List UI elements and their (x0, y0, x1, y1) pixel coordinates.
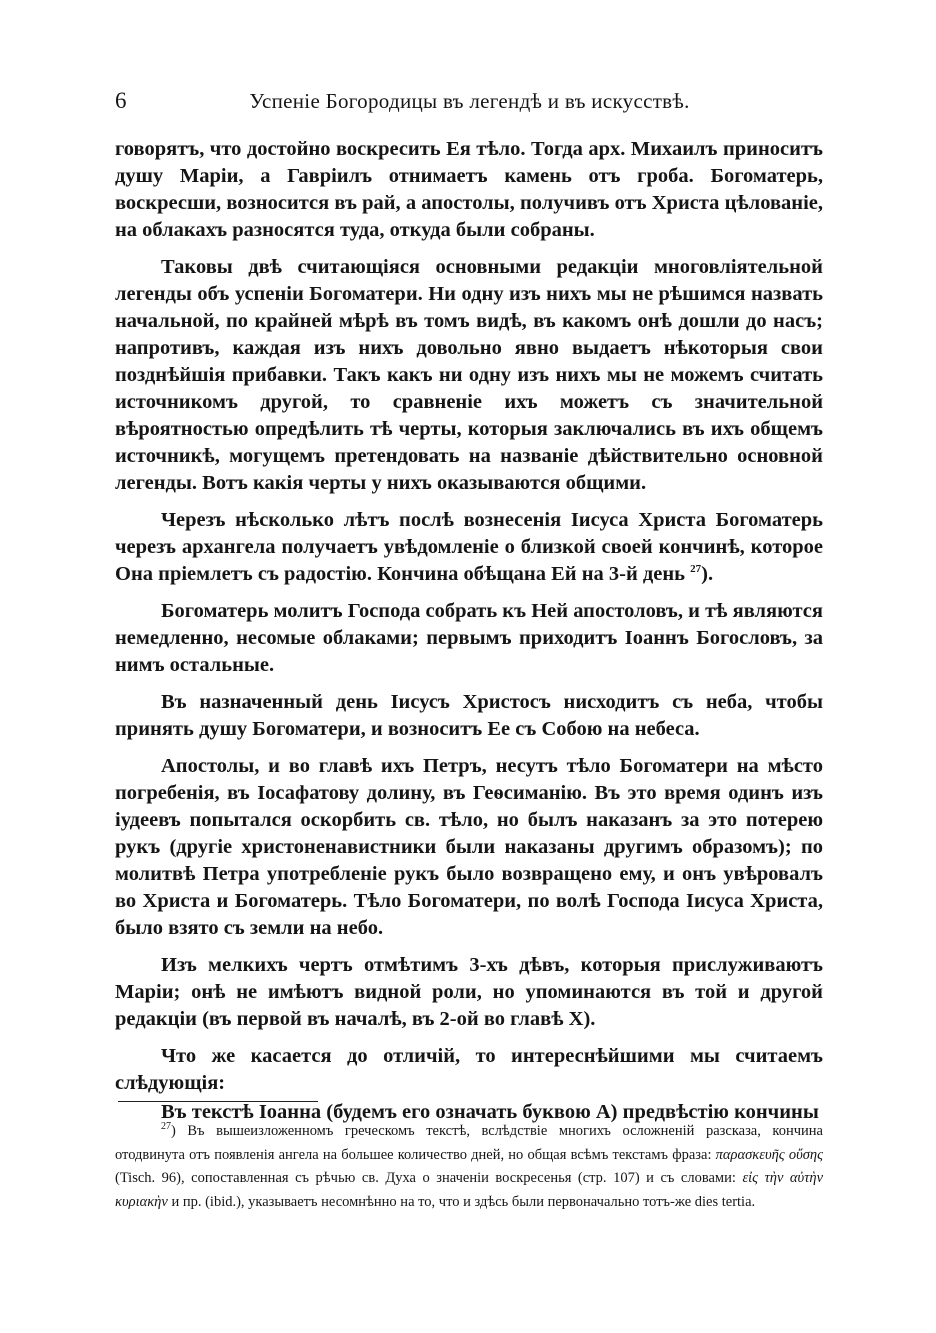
footnote-marker: 27 (161, 1121, 171, 1133)
footnote-reference-tail: ). (701, 563, 714, 585)
paragraph-text: Черезъ нѣсколько лѣтъ послѣ вознесенія Іисуса Христа Богоматерь черезъ архангела получаетъ увѣдомленіе о близкой своей кончинѣ, которое Она пріемлетъ съ радостію. Кончина обѣщана Ей на 3-й день (115, 509, 823, 585)
footnote-divider (118, 1101, 318, 1102)
footnote-reference: 27 (690, 563, 702, 576)
running-title: Успеніе Богородицы въ легендѣ и въ искусствѣ. (249, 89, 690, 113)
page-number: 6 (115, 88, 127, 113)
paragraph: Таковы двѣ считающіяся основными редакціи многовліятельной легенды объ успеніи Богоматери. Ни одну изъ нихъ мы не рѣшимся назвать начальной, по крайней мѣрѣ въ томъ видѣ, въ какомъ онѣ дошли до насъ; напротивъ, каждая изъ нихъ довольно явно выдаетъ нѣкоторыя свои позднѣйшія прибавки. Такъ какъ ни одну изъ нихъ мы не можемъ считать источникомъ другой, то сравненіе ихъ можетъ съ значительной вѣроятностью опредѣлить тѣ черты, которыя заключались въ ихъ общемъ источникѣ, могущемъ претендовать на названіе дѣйствительно основной легенды. Вотъ какія черты у нихъ оказываются общими. (115, 256, 823, 494)
paragraph: Въ назначенный день Іисусъ Христосъ нисходитъ съ неба, чтобы принять душу Богоматери, и возноситъ Ее съ Собою на небеса. (115, 691, 823, 740)
paragraph: Что же касается до отличій, то интереснѣйшими мы считаемъ слѣдующія: (115, 1045, 823, 1094)
footnote-text: (Tisch. 96), сопоставленная съ рѣчью св. Духа о значеніи воскресенья (стр. 107) и съ словами: (115, 1170, 736, 1186)
paragraph: Въ текстѣ Іоанна (будемъ его означать буквою А) предвѣстію кончины (161, 1101, 819, 1123)
footnote-text: и пр. (ibid.), указываетъ несомнѣнно на то, что и здѣсь были первоначально тотъ-же dies tertia. (171, 1193, 756, 1210)
paragraph: Апостолы, и во главѣ ихъ Петръ, несутъ тѣло Богоматери на мѣсто погребенія, въ Іосафатову долину, въ Геѳсиманію. Въ это время одинъ изъ іудеевъ попытался оскорбить св. тѣло, но былъ наказанъ за это потерею рукъ (другіе христоненавистники были наказаны другимъ образомъ); по молитвѣ Петра употребленіе рукъ было возвращено ему, и онъ увѣровалъ во Христа и Богоматерь. Тѣло Богоматери, по волѣ Господа Іисуса Христа, было взято съ земли на небо. (115, 755, 823, 939)
greek-phrase: εἰς τὴν αὐτὴν κυριακὴν (115, 1170, 824, 1210)
paragraph: говорятъ, что достойно воскресить Ея тѣло. Тогда арх. Михаилъ приноситъ душу Маріи, а Гавріилъ отнимаетъ камень отъ гроба. Богоматерь, воскресши, возносится въ рай, а апостолы, получивъ отъ Христа цѣлованіе, на облакахъ разносятся туда, откуда были собраны. (115, 138, 823, 241)
body-text (115, 136, 823, 1136)
footnote-text: ) Въ вышеизложенномъ греческомъ текстѣ, вслѣдствіе многихъ осложненій разсказа, кончина отодвинута отъ появленія ангела на большее количество дней, но общая всѣмъ текстамъ фраза: (115, 1123, 823, 1163)
paragraph: Богоматерь молитъ Господа собрать къ Ней апостоловъ, и тѣ являются немедленно, несомые облаками; первымъ приходитъ Іоаннъ Богословъ, за нимъ остальные. (115, 600, 823, 676)
greek-phrase: παρασκευῆς οὔσης (715, 1146, 823, 1163)
paragraph (115, 507, 823, 588)
page-header (115, 88, 824, 124)
paragraph: Изъ мелкихъ чертъ отмѣтимъ 3-хъ дѣвъ, которыя прислуживаютъ Маріи; онѣ не имѣютъ видной роли, но упоминаются въ той и другой редакціи (въ первой въ началѣ, въ 2-ой во главѣ X). (115, 954, 823, 1030)
footnote (115, 1120, 823, 1214)
